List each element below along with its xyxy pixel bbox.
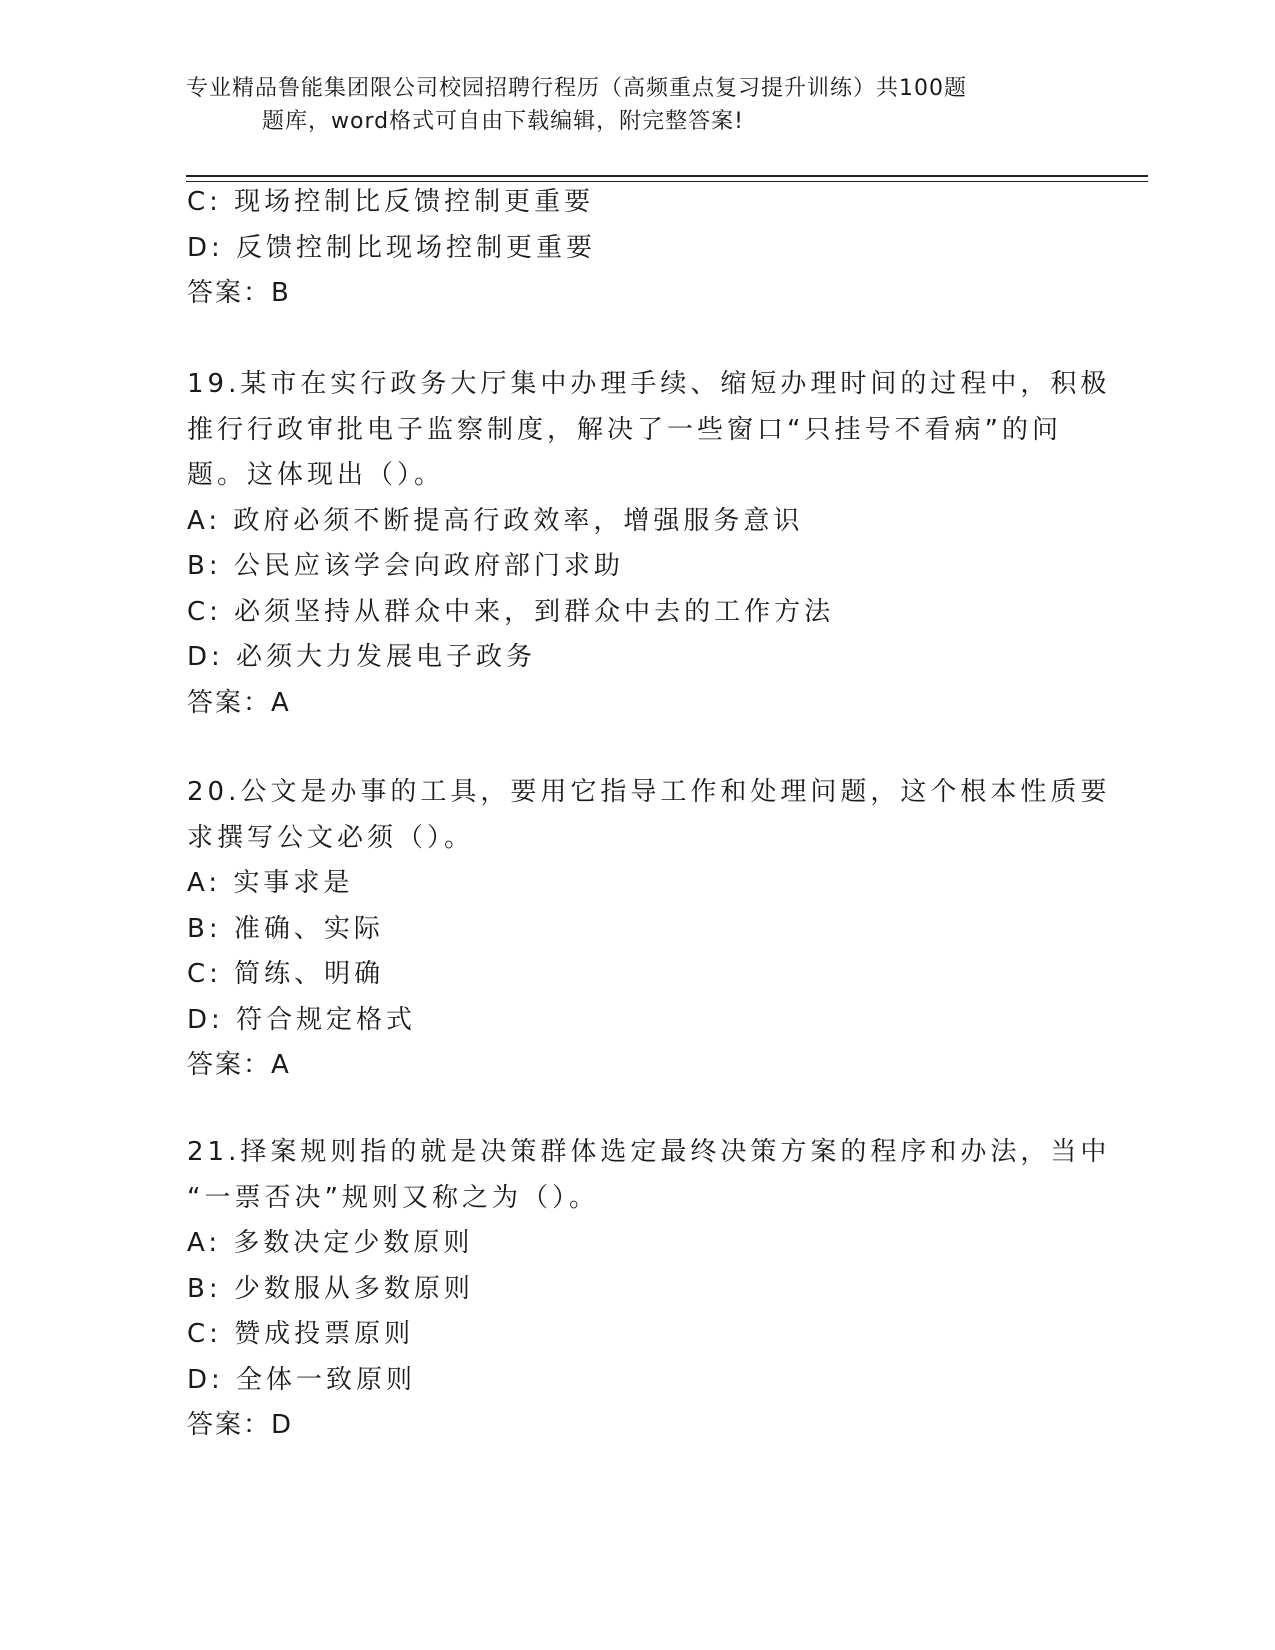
option-c: C: 现场控制比反馈控制更重要 — [187, 187, 595, 217]
question-18-continued — [187, 180, 1067, 317]
answer: 答案：A — [187, 687, 291, 718]
option-d: D: 必须大力发展电子政务 — [187, 642, 537, 672]
option-d: D: 符合规定格式 — [187, 1004, 417, 1035]
document-header — [186, 72, 1046, 138]
stem-line: 求撰写公文必须（）。 — [187, 822, 475, 853]
header-rule-thick — [186, 175, 1148, 177]
question-stem — [187, 1130, 1111, 1221]
question-stem — [187, 362, 1111, 499]
option-a: A: 实事求是 — [187, 868, 354, 898]
option-b: B: 少数服从多数原则 — [187, 1273, 474, 1304]
answer: 答案：B — [187, 278, 291, 308]
stem-line: 推行行政审批电子监察制度，解决了一些窗口“只挂号不看病”的问 — [187, 414, 1062, 445]
question-stem — [187, 770, 1111, 861]
question-20 — [187, 770, 1111, 1089]
option-c: C: 简练、明确 — [187, 959, 385, 989]
option-b: B: 公民应该学会向政府部门求助 — [187, 551, 624, 581]
stem-line: 题。这体现出（）。 — [187, 460, 445, 490]
option-a: A: 政府必须不断提高行政效率，增强服务意识 — [187, 505, 804, 536]
stem-line: 19.某市在实行政务大厅集中办理手续、缩短办理时间的过程中，积极 — [187, 369, 1111, 399]
header-title-line-1: 专业精品鲁能集团限公司校园招聘行程历（高频重点复习提升训练）共100题 — [186, 76, 967, 101]
option-d: D: 全体一致原则 — [187, 1364, 417, 1395]
stem-line: 20.公文是办事的工具，要用它指导工作和处理问题，这个根本性质要 — [187, 777, 1111, 807]
option-c: C: 必须坚持从群众中来，到群众中去的工作方法 — [187, 596, 835, 627]
option-b: B: 准确、实际 — [187, 913, 384, 944]
option-c: C: 赞成投票原则 — [187, 1319, 415, 1349]
question-19 — [187, 362, 1111, 726]
question-21 — [187, 1130, 1111, 1449]
stem-line: 21.择案规则指的就是决策群体选定最终决策方案的程序和办法，当中 — [187, 1137, 1111, 1167]
option-d: D: 反馈控制比现场控制更重要 — [187, 232, 597, 263]
stem-line: “一票否决”规则又称之为（）。 — [187, 1182, 599, 1213]
answer: 答案：A — [187, 1050, 291, 1080]
option-a: A: 多数决定少数原则 — [187, 1228, 474, 1258]
header-title-line-2: 题库，word格式可自由下载编辑，附完整答案! — [262, 109, 744, 134]
answer: 答案：D — [187, 1410, 294, 1440]
